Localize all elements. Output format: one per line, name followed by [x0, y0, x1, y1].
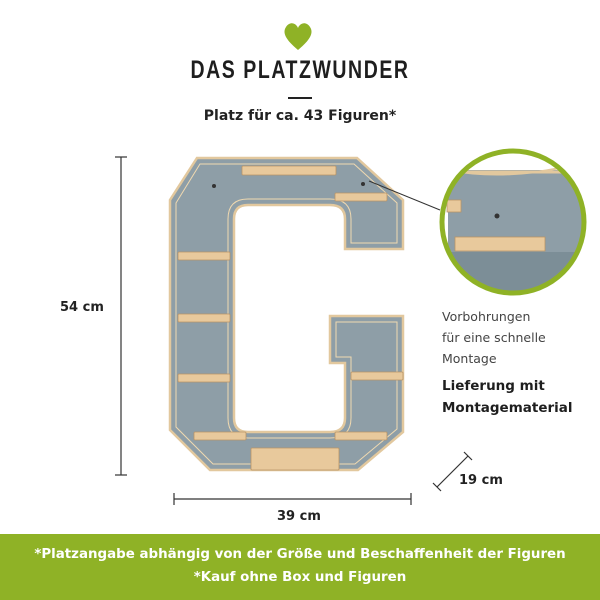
width-dimension-line — [174, 493, 411, 505]
screw-hole — [212, 184, 216, 188]
footer-disclaimer: *Kauf ohne Box und Figuren — [193, 570, 407, 585]
feature-notes — [442, 306, 592, 419]
width-label: 39 cm — [277, 509, 321, 524]
note-line: Vorbohrungen — [442, 309, 531, 324]
footer-banner — [0, 534, 600, 600]
page-subtitle: Platz für ca. 43 Figuren* — [203, 108, 397, 124]
note-bold: Montagematerial — [442, 400, 573, 416]
note-line: für eine schnelle — [442, 330, 546, 345]
depth-label: 19 cm — [459, 473, 503, 488]
note-line: Montage — [442, 351, 497, 366]
footer-disclaimer: *Platzangabe abhängig von der Größe und Beschaffenheit der Figuren — [34, 547, 566, 562]
page-title: DAS PLATZWUNDER — [190, 56, 410, 84]
height-dimension-line — [115, 157, 127, 475]
screw-hole — [361, 182, 365, 186]
height-label: 54 cm — [60, 300, 104, 315]
note-bold: Lieferung mit — [442, 378, 545, 394]
